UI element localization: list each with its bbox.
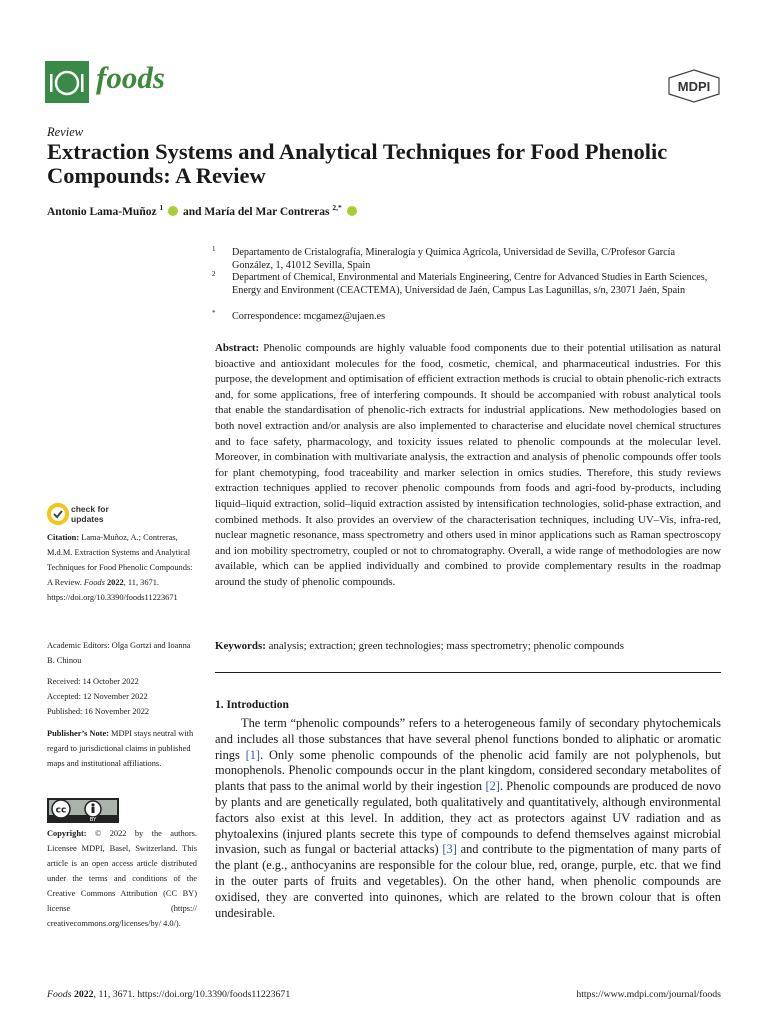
affiliation-number: 1	[212, 245, 216, 253]
cc-badge-text: BY	[89, 817, 97, 823]
citation-journal: Foods	[83, 578, 105, 587]
intro-text: . Phenolic compounds are produced de novo by plants and are genetically regulated, both qualitatively and quantitatively, although environmental factors also exist at this level. In addition, they act as protectors against UV radiation and as phytoalexins (injured plants secrete this type of compounds to defend themselves against microbial invasion, such as fungal or bacterial attacks)	[215, 779, 721, 857]
copyright-text: © 2022 by the authors. Licensee MDPI, Basel, Switzerland. This article is an open access article distributed under the terms and conditions of the Creative Commons Attribution (CC BY) license (https:// creativecommons.org/licenses/by/ 4.0/).	[47, 829, 198, 928]
author-affiliation-mark: 2,*	[332, 203, 342, 212]
footer-journal: Foods	[47, 989, 72, 1000]
copyright-notice	[47, 826, 197, 931]
affiliation	[212, 246, 712, 272]
academic-editors: Academic Editors: Olga Gortzi and Ioanna B. Chinou	[47, 641, 191, 665]
check-updates-line: updates	[71, 514, 104, 524]
copyright-label: Copyright:	[47, 829, 87, 838]
svg-text:cc: cc	[55, 805, 67, 816]
dates	[47, 674, 197, 719]
published-date: Published: 16 November 2022	[47, 707, 150, 716]
abstract-label: Abstract:	[215, 342, 260, 354]
citation-link[interactable]: [1]	[245, 747, 261, 762]
footer-citation	[47, 989, 290, 1000]
check-updates-line: check for	[71, 504, 109, 514]
intro-text: . Only some phenolic compounds of the phenolic acid family are not polyphenols, but monophenols. Phenolic compounds occur in the plant kingdom, considered secondary metabolites of plants that pass to the animal world by their ingestion	[215, 747, 721, 794]
citation-rest[interactable]: , 11, 3671. https://doi.org/10.3390/foods11223671	[47, 578, 178, 602]
keywords	[215, 639, 721, 654]
accepted-date: Accepted: 12 November 2022	[47, 692, 148, 701]
affiliation-text: Department of Chemical, Environmental and Materials Engineering, Centre for Advanced Studies in Earth Sciences, Energy and Environment (CEACTEMA), Universidad de Jaén, Campus Las Lagunillas, s/n, 23071 Jaén, Spain	[232, 272, 708, 296]
publisher-note	[47, 726, 197, 771]
keywords-label: Keywords:	[215, 640, 266, 652]
keywords-text: analysis; extraction; green technologies; mass spectrometry; phenolic compounds	[268, 640, 624, 652]
intro-text: The term “phenolic compounds” refers to a heterogeneous family of secondary phytochemicals and includes all those substances that have several phenol functions bonded to aliphatic or aromatic rings	[215, 716, 721, 762]
affiliation-text: Departamento de Cristalografía, Mineralogía y Química Agrícola, Universidad de Sevilla, C/Profesor García González, 1, 41012 Sevilla, Spain	[232, 247, 676, 271]
author-affiliation-mark: 1	[159, 203, 164, 212]
citation-year: 2022	[106, 578, 124, 587]
affiliation-number: 2	[212, 270, 216, 278]
citation-block	[47, 530, 197, 605]
affiliation-number: *	[212, 309, 216, 317]
journal-name[interactable]: foods	[96, 60, 165, 95]
received-date: Received: 14 October 2022	[47, 677, 139, 686]
author-list	[47, 203, 359, 218]
affiliation-text: Correspondence: mcgamez@ujaen.es	[232, 311, 386, 322]
orcid-icon[interactable]	[168, 206, 178, 216]
correspondence	[212, 310, 712, 323]
article-type: Review	[47, 125, 84, 139]
footer-journal-url[interactable]: https://www.mdpi.com/journal/foods	[576, 989, 721, 1000]
citation-text: Lama-Muñoz, A.; Contreras, M.d.M. Extraction Systems and Analytical Techniques for Food Phenolic Compounds: A Review.	[47, 533, 193, 587]
affiliation	[212, 271, 712, 297]
journal-logo	[45, 61, 89, 103]
author-name[interactable]: María del Mar Contreras	[204, 205, 330, 218]
intro-text: and contribute to the pigmentation of many parts of the plant (e.g., anthocyanins are responsible for the colour blue, red, orange, purple, etc. that we find in the outer parts of fruits and vegetables). On the other hand, when phenolic compounds are oxidised, they are converted into quinones, which are related to the brown colour that is often undesirable.	[215, 842, 721, 920]
section-divider	[215, 672, 721, 673]
citation-link[interactable]: [3]	[442, 842, 457, 857]
author-connector: and	[182, 205, 202, 218]
footer-doi[interactable]: , 11, 3671. https://doi.org/10.3390/foods11223671	[93, 989, 291, 1000]
footer-year: 2022	[73, 989, 94, 1000]
citation-label: Citation:	[47, 533, 80, 542]
abstract	[215, 341, 721, 591]
introduction-paragraph	[215, 716, 721, 921]
orcid-icon[interactable]	[347, 206, 357, 216]
publisher-note-label: Publisher’s Note:	[47, 729, 109, 738]
check-for-updates-icon[interactable]	[47, 503, 69, 525]
abstract-text: Phenolic compounds are highly valuable food components due to their potential utilisation as natural bioactive and antioxidant molecules for the food, cosmetic, chemical, and pharmaceutical industries. For this purpose, the development and optimisation of efficient extraction methods is crucial to obtain phenolic-rich extracts and, for some applications, free of interfering compounds. It should be accompanied with robust analytical tools that enable the standardisation of phenolic-rich extracts for industrial applications. New methodologies based on both novel extraction and/or analysis are also implemented to characterise and elucidate novel chemical structures and to face safety, pharmacology, and toxicity issues related to phenolic compounds at the molecular level. Moreover, in combination with multivariate analysis, the extraction and analysis of phenolic compounds offer tools for plant chemotyping, food traceability and marker selection in omics studies. Therefore, this study reviews extraction techniques applied to recover phenolic compounds from foods and agri-food by-products, including liquid–liquid extraction, solid–liquid extraction assisted by intensification technologies, solid-phase extraction, and combined methods. It also provides an overview of the characterisation techniques, including UV–Vis, infra-red, nuclear magnetic resonance, mass spectrometry and others used in minor applications such as Raman spectroscopy and ion mobility spectrometry, coupled or not to chromatography. Overall, a wide range of methodologies are now available, which can be applied individually and combined to provide complementary results in the roadmap around the study of phenolic compounds.	[215, 342, 721, 588]
publisher-note-text: MDPI stays neutral with regard to jurisdictional claims in published maps and institutional affiliations.	[47, 729, 194, 768]
citation-link[interactable]: [2]	[485, 779, 500, 794]
publisher-logo[interactable]	[667, 69, 721, 103]
cc-by-license-badge[interactable]	[47, 798, 119, 823]
paper-title: Extraction Systems and Analytical Techniques for Food Phenolic Compounds: A Review	[47, 139, 668, 188]
svg-text:MDPI: MDPI	[677, 79, 711, 94]
section-heading: 1. Introduction	[215, 699, 289, 711]
author-name[interactable]: Antonio Lama-Muñoz	[47, 205, 157, 218]
check-for-updates-button[interactable]	[71, 504, 109, 524]
